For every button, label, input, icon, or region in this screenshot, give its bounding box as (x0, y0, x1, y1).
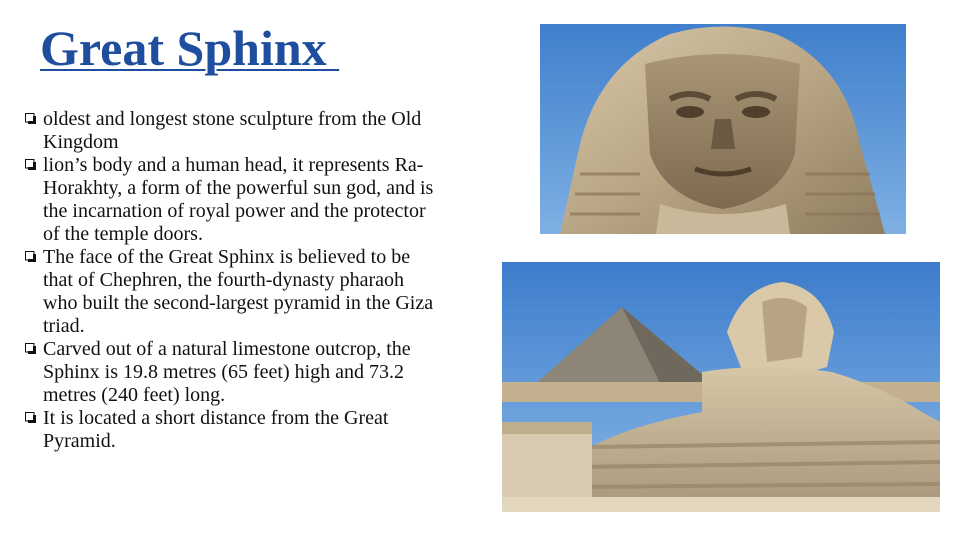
checkbox-bullet-icon (25, 251, 36, 262)
bullet-item (24, 246, 436, 338)
bullet-list (24, 108, 436, 453)
bullet-text: oldest and longest stone sculpture from the Old Kingdom (43, 108, 422, 153)
checkbox-bullet-icon (25, 113, 36, 124)
bullet-text: The face of the Great Sphinx is believed to be that of Chephren, the fourth-dynasty pharaoh who built the second-largest pyramid in the Giza triad. (43, 246, 434, 337)
bullet-text: lion’s body and a human head, it represents Ra-Horakhty, a form of the powerful sun god, and is the incarnation of royal power and the protector of the temple doors. (43, 154, 434, 245)
sphinx-pyramid-photo (502, 262, 940, 512)
sphinx-pyramid-image (502, 262, 940, 512)
bullet-item (24, 407, 436, 453)
bullet-item (24, 108, 436, 154)
sphinx-head-photo (540, 24, 906, 234)
checkbox-bullet-icon (25, 159, 36, 170)
checkbox-bullet-icon (25, 343, 36, 354)
bullet-item (24, 154, 436, 246)
bullet-item (24, 338, 436, 407)
slide-title: Great Sphinx (40, 20, 340, 76)
bullet-text: Carved out of a natural limestone outcrop, the Sphinx is 19.8 metres (65 feet) high and 73.2 metres (240 feet) long. (43, 338, 411, 406)
bullet-text: It is located a short distance from the Great Pyramid. (43, 407, 389, 452)
sphinx-head-image (540, 24, 906, 234)
checkbox-bullet-icon (25, 412, 36, 423)
